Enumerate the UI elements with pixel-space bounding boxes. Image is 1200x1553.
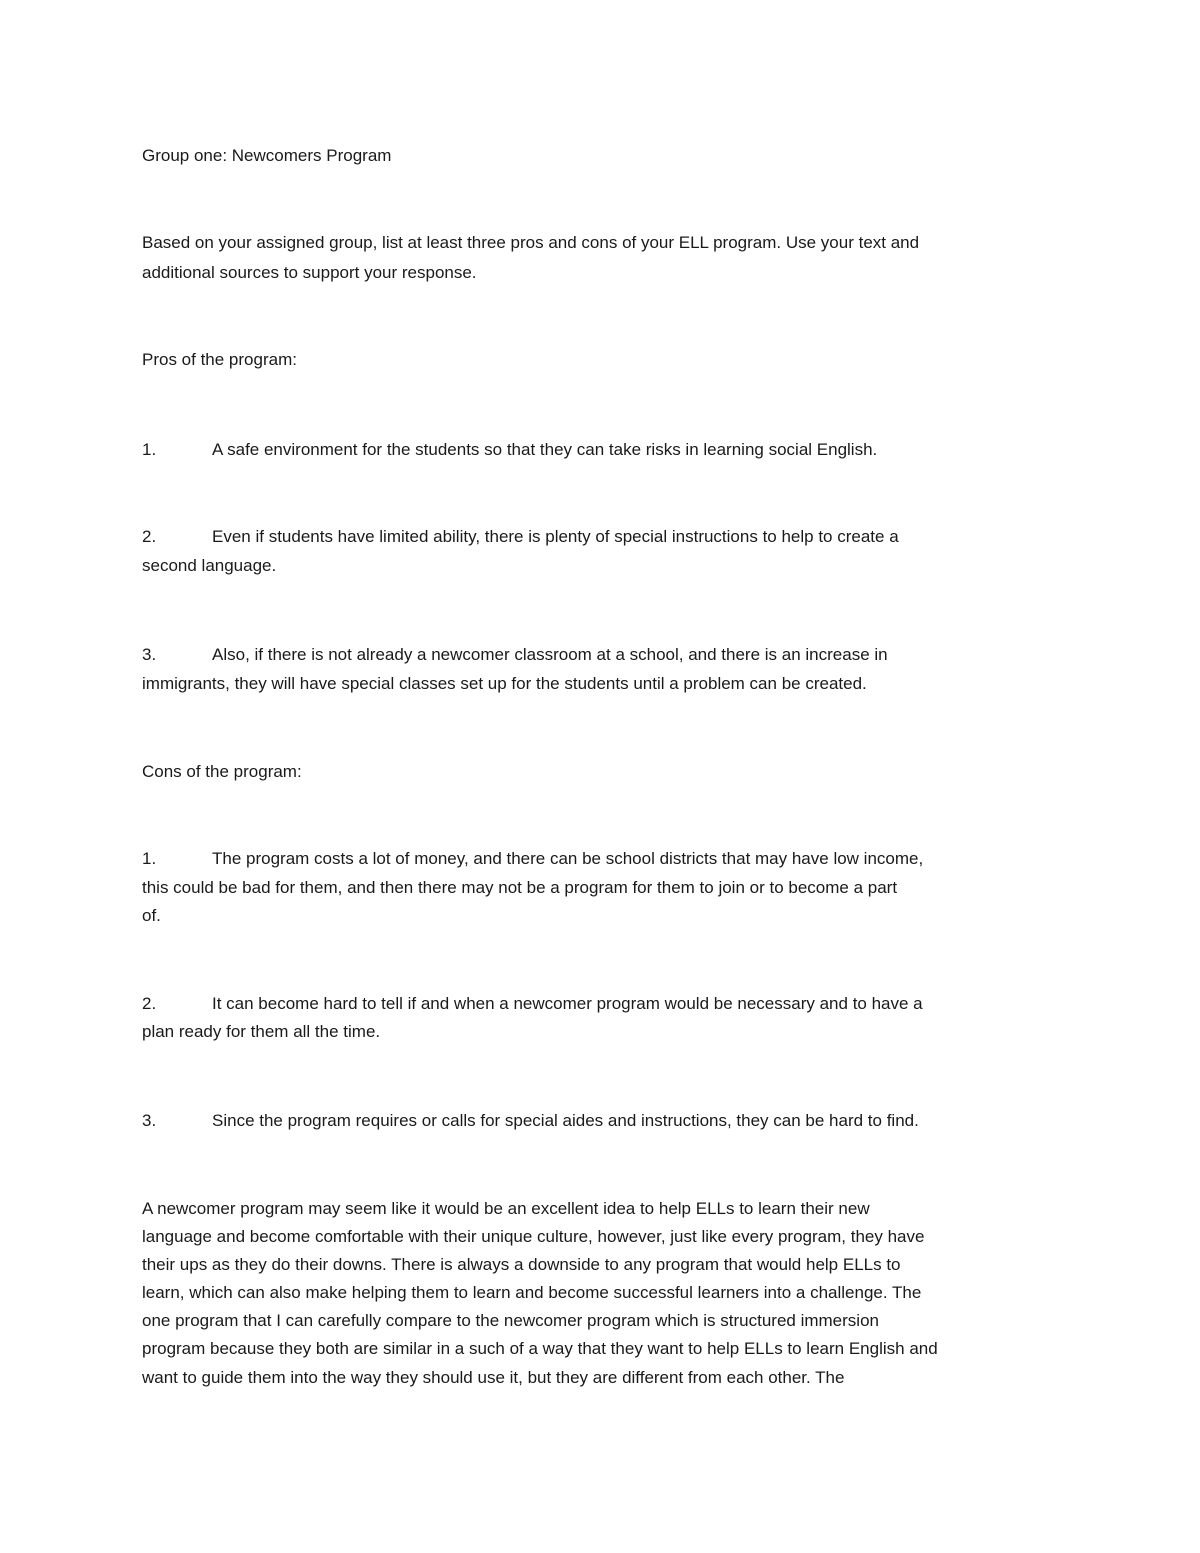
- pros-item-3: [142, 645, 888, 665]
- prompt-line: Based on your assigned group, list at least three pros and cons of your ELL program. Use your text and: [142, 233, 920, 252]
- pros-item-text: Also, if there is not already a newcomer classroom at a school, and there is an increase in: [212, 645, 888, 664]
- document-title: Group one: Newcomers Program: [142, 146, 392, 165]
- pros-item-text: Even if students have limited ability, there is plenty of special instructions to help to create a: [212, 527, 899, 546]
- essay-line: language and become comfortable with their unique culture, however, just like every program, they have: [142, 1227, 925, 1246]
- cons-item-number: 2.: [142, 994, 157, 1013]
- essay-line: their ups as they do their downs. There is always a downside to any program that would help ELLs to: [142, 1255, 901, 1274]
- pros-item-number: 1.: [142, 440, 157, 459]
- pros-item-text-continued: immigrants, they will have special classes set up for the students until a problem can be created.: [142, 674, 867, 693]
- cons-item-number: 1.: [142, 849, 157, 868]
- essay-line: learn, which can also make helping them to learn and become successful learners into a challenge. The: [142, 1283, 922, 1302]
- pros-item-number: 2.: [142, 527, 157, 546]
- cons-item-number: 3.: [142, 1111, 157, 1130]
- essay-line: want to guide them into the way they should use it, but they are different from each other. The: [142, 1368, 845, 1387]
- pros-item-1: [142, 440, 877, 460]
- cons-item-text-continued: plan ready for them all the time.: [142, 1022, 381, 1041]
- cons-item-2: [142, 994, 923, 1014]
- cons-item-1: [142, 849, 923, 869]
- cons-item-3: [142, 1111, 919, 1131]
- cons-item-text: The program costs a lot of money, and there can be school districts that may have low income,: [212, 849, 924, 868]
- essay-line: A newcomer program may seem like it would be an excellent idea to help ELLs to learn their new: [142, 1199, 870, 1218]
- prompt-line: additional sources to support your response.: [142, 263, 477, 282]
- pros-item-number: 3.: [142, 645, 157, 664]
- pros-item-2: [142, 527, 899, 547]
- pros-item-text-continued: second language.: [142, 556, 277, 575]
- cons-item-text: It can become hard to tell if and when a newcomer program would be necessary and to have a: [212, 994, 923, 1013]
- cons-item-text-continued: of.: [142, 906, 161, 925]
- essay-line: one program that I can carefully compare to the newcomer program which is structured immersion: [142, 1311, 879, 1330]
- pros-item-text: A safe environment for the students so that they can take risks in learning social English.: [212, 440, 878, 459]
- cons-item-text: Since the program requires or calls for special aides and instructions, they can be hard to find.: [212, 1111, 919, 1130]
- cons-item-text-continued: this could be bad for them, and then there may not be a program for them to join or to become a part: [142, 878, 898, 897]
- pros-heading: Pros of the program:: [142, 350, 297, 369]
- essay-line: program because they both are similar in a such of a way that they want to help ELLs to learn English and: [142, 1339, 938, 1358]
- cons-heading: Cons of the program:: [142, 762, 302, 781]
